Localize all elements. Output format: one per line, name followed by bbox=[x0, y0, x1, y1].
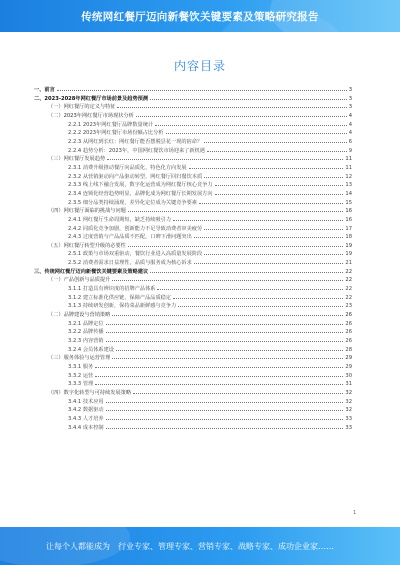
toc-leader-dots bbox=[194, 263, 344, 264]
toc-entry[interactable] bbox=[34, 225, 352, 234]
toc-entry-label: 3.1.1 打造具有辨识度的招牌产品体系 bbox=[68, 286, 156, 293]
toc-entry-label: （四）网红餐厅面临的挑战与问题 bbox=[48, 208, 126, 215]
toc-leader-dots bbox=[204, 177, 343, 178]
toc-entry-page: 16 bbox=[345, 208, 352, 215]
toc-leader-dots bbox=[112, 280, 343, 281]
toc-leader-dots bbox=[178, 306, 343, 307]
toc-entry-page: 18 bbox=[345, 234, 352, 241]
toc-entry-page: 17 bbox=[345, 225, 352, 232]
toc-entry-page: 22 bbox=[345, 277, 352, 284]
toc-entry-page: 13 bbox=[345, 182, 352, 189]
toc-entry-label: 2.3.5 细分品类持续涌现，差异化定位成为关键竞争要素 bbox=[68, 199, 197, 206]
toc-entry[interactable] bbox=[34, 337, 352, 346]
toc-entry[interactable] bbox=[34, 173, 352, 182]
toc-entry[interactable] bbox=[34, 311, 352, 320]
toc-entry-label: 3.3.2 运营 bbox=[68, 372, 94, 379]
toc-leader-dots bbox=[107, 159, 343, 160]
toc-entry-page: 14 bbox=[345, 190, 352, 197]
toc-entry-label: 2.5.1 政策与市场双重驱动，餐饮行业进入高质量发展阶段 bbox=[68, 251, 203, 258]
toc-entry-label: 2.2.2 2023年网红餐厅市场份额占比分析 bbox=[68, 130, 164, 137]
toc-entry[interactable] bbox=[34, 112, 352, 121]
toc-entry-page: 28 bbox=[345, 346, 352, 353]
toc-entry-page: 4 bbox=[348, 112, 352, 119]
toc-leader-dots bbox=[106, 402, 344, 403]
toc-entry[interactable] bbox=[34, 95, 352, 104]
footer-slogan-item: 战略专家、 bbox=[238, 542, 278, 551]
toc-entry-page: 26 bbox=[345, 329, 352, 336]
toc-entry[interactable] bbox=[34, 129, 352, 138]
table-of-contents bbox=[34, 86, 352, 432]
toc-entry[interactable] bbox=[34, 233, 352, 242]
toc-entry-page: 3 bbox=[348, 95, 352, 102]
toc-entry-label: （二）2023年网红餐厅市场现状分析 bbox=[48, 112, 134, 119]
toc-entry[interactable] bbox=[34, 285, 352, 294]
toc-leader-dots bbox=[173, 298, 343, 299]
toc-entry-page: 4 bbox=[348, 121, 352, 128]
toc-entry-label: （三）服务体验与运营管理 bbox=[48, 355, 111, 362]
toc-entry-label: 3.2.4 会员体系建设 bbox=[68, 346, 114, 353]
toc-leader-dots bbox=[207, 151, 347, 152]
toc-entry-label: 2.4.1 网红餐厅生命周期短，缺乏持续吸引力 bbox=[68, 216, 172, 223]
toc-entry-label: 2.2.3 从网红到长红：网红餐厅能否摆脱昙花一现的宿命？ bbox=[68, 138, 203, 145]
toc-entry-label: 3.3.3 管理 bbox=[68, 381, 94, 388]
toc-entry-page: 21 bbox=[345, 260, 352, 267]
toc-entry-page: 33 bbox=[345, 424, 352, 431]
toc-leader-dots bbox=[166, 133, 347, 134]
toc-entry-page: 22 bbox=[345, 268, 352, 275]
toc-entry-page: 29 bbox=[345, 355, 352, 362]
toc-leader-dots bbox=[106, 341, 344, 342]
toc-entry-page: 9 bbox=[348, 147, 352, 154]
toc-entry-page: 16 bbox=[345, 216, 352, 223]
toc-entry[interactable] bbox=[34, 138, 352, 147]
toc-leader-dots bbox=[106, 410, 344, 411]
toc-leader-dots bbox=[157, 289, 343, 290]
toc-entry-label: 3.4.3 人才培养 bbox=[68, 415, 104, 422]
toc-entry[interactable] bbox=[34, 250, 352, 259]
toc-entry-page: 22 bbox=[345, 294, 352, 301]
toc-entry[interactable] bbox=[34, 415, 352, 424]
toc-leader-dots bbox=[116, 350, 343, 351]
toc-entry-page: 19 bbox=[345, 242, 352, 249]
toc-entry-label: 一、前言 bbox=[34, 87, 55, 93]
toc-leader-dots bbox=[194, 237, 344, 238]
toc-entry[interactable] bbox=[34, 190, 352, 199]
toc-entry-label: （五）网红餐厅转型升级的必要性 bbox=[48, 242, 126, 249]
toc-entry-label: （四）数字化转型与可持续发展策略 bbox=[48, 389, 132, 396]
toc-entry-page: 12 bbox=[345, 173, 352, 180]
toc-entry[interactable] bbox=[34, 398, 352, 407]
toc-entry[interactable] bbox=[34, 199, 352, 208]
toc-entry-label: 2.3.3 线上线下融合发展，数字化运营成为网红餐厅核心竞争力 bbox=[68, 182, 213, 189]
toc-entry[interactable] bbox=[34, 346, 352, 355]
footer-slogan bbox=[46, 541, 334, 552]
toc-leader-dots bbox=[112, 358, 343, 359]
toc-entry-page: 31 bbox=[345, 381, 352, 388]
toc-leader-dots bbox=[173, 220, 343, 221]
toc-entry[interactable] bbox=[34, 155, 352, 164]
toc-leader-dots bbox=[106, 428, 344, 429]
footer-slogan-item: 成功企业家…… bbox=[278, 542, 334, 551]
toc-entry-page: 26 bbox=[345, 312, 352, 319]
footer-banner bbox=[0, 527, 400, 565]
report-title: 传统网红餐厅迈向新餐饮关键要素及策略研究报告 bbox=[81, 11, 319, 23]
toc-entry-label: 2.3.2 从营销驱动向产品驱动转型，网红餐厅回归餐饮本质 bbox=[68, 173, 203, 180]
toc-leader-dots bbox=[117, 107, 346, 108]
toc-entry-label: （三）网红餐厅发展趋势 bbox=[48, 156, 106, 163]
toc-leader-dots bbox=[204, 229, 343, 230]
toc-entry[interactable] bbox=[34, 328, 352, 337]
toc-entry[interactable] bbox=[34, 320, 352, 329]
toc-entry-label: 3.4.4 成本控制 bbox=[68, 424, 104, 431]
toc-entry-label: 三、传统网红餐厅迈向新餐饮关键要素及策略建议 bbox=[34, 268, 149, 275]
toc-entry[interactable] bbox=[34, 207, 352, 216]
toc-heading: 内容目录 bbox=[173, 59, 226, 73]
toc-entry[interactable] bbox=[34, 302, 352, 311]
toc-entry-label: （一）产品创新与品质提升 bbox=[48, 277, 111, 284]
toc-leader-dots bbox=[106, 332, 344, 333]
toc-entry-page: 33 bbox=[345, 415, 352, 422]
footer-slogan-item: 行业专家、 bbox=[118, 542, 158, 551]
toc-entry-page: 32 bbox=[345, 407, 352, 414]
footer-slogan-item: 营销专家、 bbox=[198, 542, 238, 551]
toc-entry[interactable] bbox=[34, 259, 352, 268]
toc-leader-dots bbox=[215, 194, 344, 195]
toc-leader-dots bbox=[215, 185, 344, 186]
toc-entry-page: 32 bbox=[345, 389, 352, 396]
toc-leader-dots bbox=[57, 90, 347, 91]
toc-entry-page: 26 bbox=[345, 320, 352, 327]
toc-entry[interactable] bbox=[34, 294, 352, 303]
toc-entry-label: 3.4.2 数据驱动 bbox=[68, 407, 104, 414]
toc-leader-dots bbox=[133, 393, 343, 394]
toc-leader-dots bbox=[204, 142, 347, 143]
toc-entry-page: 23 bbox=[345, 303, 352, 310]
toc-entry-page: 3 bbox=[348, 87, 352, 93]
toc-leader-dots bbox=[112, 315, 343, 316]
toc-entry-label: 3.4.1 技术应用 bbox=[68, 398, 104, 405]
toc-entry[interactable] bbox=[34, 268, 352, 277]
toc-entry[interactable] bbox=[34, 121, 352, 130]
toc-entry-label: 2.3.1 消费升级推动餐厅向品质化、特色化方向发展 bbox=[68, 164, 187, 171]
page-number: 1 bbox=[353, 510, 357, 516]
toc-entry[interactable] bbox=[34, 86, 352, 95]
toc-entry[interactable] bbox=[34, 372, 352, 381]
toc-entry-label: 2.5.2 消费者需求日益理性，品质与服务成为核心诉求 bbox=[68, 260, 192, 267]
toc-entry-page: 4 bbox=[348, 130, 352, 137]
toc-entry[interactable] bbox=[34, 216, 352, 225]
toc-entry-page: 22 bbox=[345, 286, 352, 293]
toc-entry-page: 11 bbox=[345, 164, 352, 171]
toc-leader-dots bbox=[150, 272, 343, 273]
toc-leader-dots bbox=[189, 168, 344, 169]
toc-entry[interactable] bbox=[34, 424, 352, 433]
toc-leader-dots bbox=[155, 125, 347, 126]
toc-leader-dots bbox=[199, 203, 343, 204]
toc-entry[interactable] bbox=[34, 363, 352, 372]
toc-entry-page: 15 bbox=[345, 199, 352, 206]
toc-entry-page: 6 bbox=[348, 138, 352, 145]
toc-entry-label: 2.2.1 2023年网红餐厅品牌数量统计 bbox=[68, 121, 154, 128]
toc-entry[interactable] bbox=[34, 389, 352, 398]
toc-entry-page: 3 bbox=[348, 104, 352, 111]
toc-entry-label: 3.3.1 服务 bbox=[68, 364, 94, 370]
toc-entry-label: 二、2023-2028年网红餐厅市场前景及趋势预测 bbox=[34, 95, 149, 102]
toc-entry[interactable] bbox=[34, 147, 352, 156]
toc-entry-page: 29 bbox=[345, 364, 352, 370]
toc-leader-dots bbox=[106, 419, 344, 420]
toc-entry-page: 26 bbox=[345, 338, 352, 345]
toc-entry[interactable] bbox=[34, 380, 352, 389]
toc-entry[interactable] bbox=[34, 164, 352, 173]
toc-entry-page: 30 bbox=[345, 372, 352, 379]
toc-entry[interactable] bbox=[34, 354, 352, 363]
toc-entry-label: 3.1.3 持续研发创新，保持菜品新鲜感与竞争力 bbox=[68, 303, 177, 310]
toc-entry-label: （二）品牌建设与营销策略 bbox=[48, 312, 111, 319]
toc-entry-page: 11 bbox=[345, 156, 352, 163]
toc-entry[interactable] bbox=[34, 242, 352, 251]
toc-leader-dots bbox=[128, 211, 344, 212]
toc-entry[interactable] bbox=[34, 181, 352, 190]
toc-entry-label: 2.4.2 同质化竞争加剧，创新能力不足导致消费者审美疲劳 bbox=[68, 225, 203, 232]
toc-entry-label: 2.2.4 趋势分析：2023年，中国网红餐饮市场迎来了新机遇 bbox=[68, 147, 205, 154]
toc-leader-dots bbox=[95, 376, 343, 377]
toc-entry-label: （一）网红餐厅的定义与特征 bbox=[48, 104, 116, 111]
toc-entry-page: 32 bbox=[345, 398, 352, 405]
footer-slogan-item: 管理专家、 bbox=[158, 542, 198, 551]
toc-leader-dots bbox=[150, 99, 347, 100]
toc-entry-label: 3.2.3 内容营销 bbox=[68, 338, 104, 345]
toc-entry-label: 2.4.3 过度营销与产品品质不匹配，口碑下滑问题突出 bbox=[68, 234, 192, 241]
toc-entry[interactable] bbox=[34, 406, 352, 415]
toc-entry-label: 3.2.2 品牌传播 bbox=[68, 329, 104, 336]
toc-leader-dots bbox=[128, 246, 344, 247]
toc-entry[interactable] bbox=[34, 103, 352, 112]
report-header-banner bbox=[0, 0, 400, 32]
toc-leader-dots bbox=[106, 324, 344, 325]
toc-leader-dots bbox=[136, 116, 347, 117]
toc-entry-label: 2.3.4 连锁化经营趋势明显，品牌化成为网红餐厅长期发展方向 bbox=[68, 190, 213, 197]
toc-entry[interactable] bbox=[34, 276, 352, 285]
toc-leader-dots bbox=[95, 384, 343, 385]
toc-entry-page: 19 bbox=[345, 251, 352, 258]
toc-leader-dots bbox=[95, 367, 343, 368]
toc-leader-dots bbox=[204, 254, 343, 255]
footer-slogan-lead: 让每个人都能成为 bbox=[46, 542, 110, 551]
toc-entry-label: 3.2.1 品牌定位 bbox=[68, 320, 104, 327]
toc-entry-label: 3.1.2 建立标准化供应链，保障产品品质稳定 bbox=[68, 294, 172, 301]
